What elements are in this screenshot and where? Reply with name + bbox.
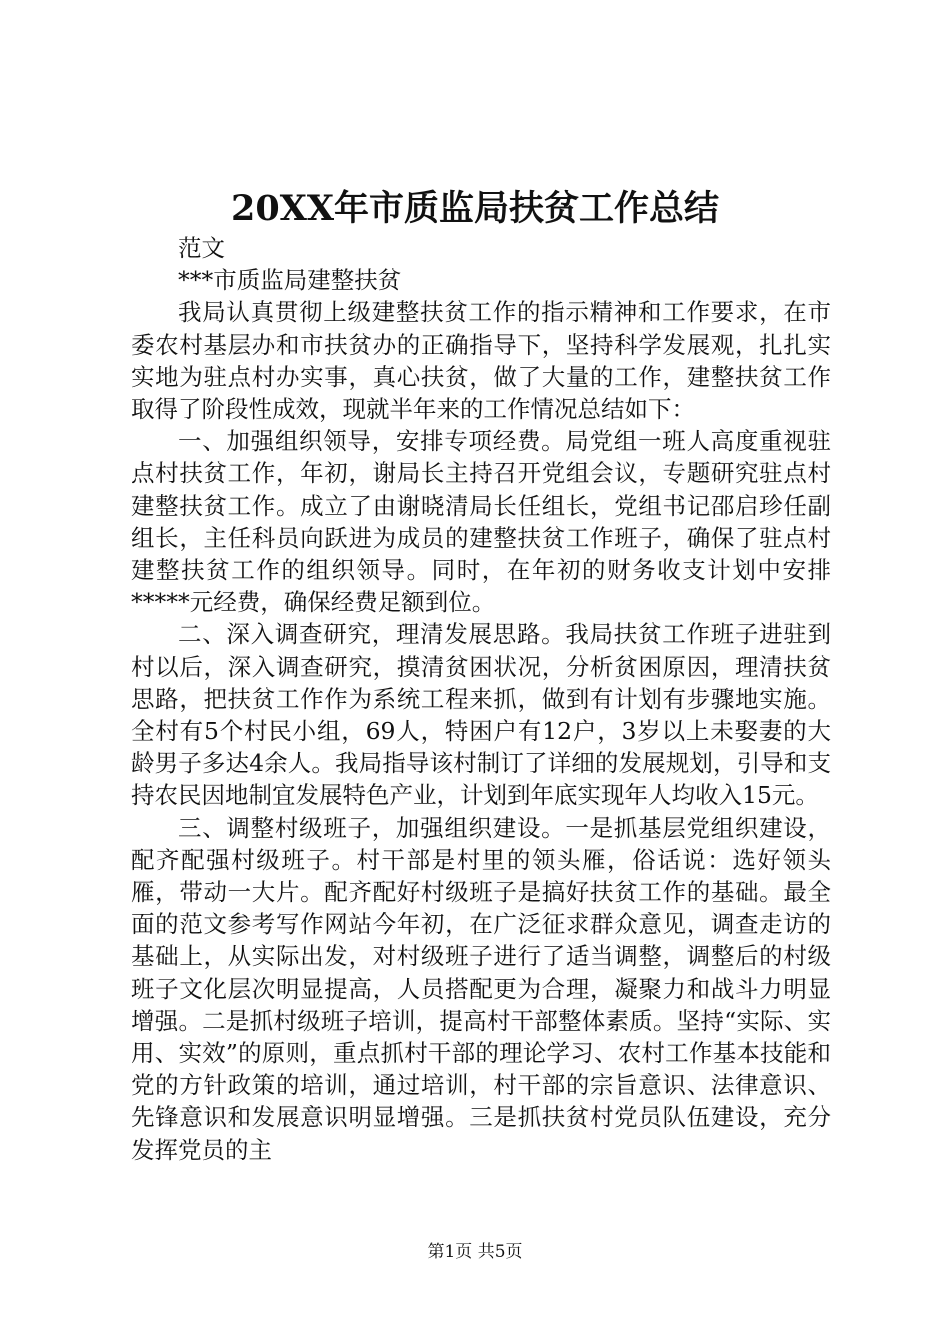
body-paragraph-category: 范文 [178,234,225,262]
document-body [131,232,831,1166]
body-paragraph-intro: 我局认真贯彻上级建整扶贫工作的指示精神和工作要求，在市委农村基层办和市扶贫办的正确指导下，坚持科学发展观，扎扎实实地为驻点村办实事，真心扶贫，做了大量的工作，建整扶贫工作取得了阶段性成效，现就半年来的工作情况总结如下： [131,298,831,424]
page-number-footer: 第1页 共5页 [427,1242,523,1262]
document-title: 20XX年市质监局扶贫工作总结 [230,188,720,229]
body-paragraph-section-2: 二、深入调查研究，理清发展思路。我局扶贫工作班子进驻到村以后，深入调查研究，摸清贫困状况，分析贫困原因，理清扶贫思路，把扶贫工作作为系统工程来抓，做到有计划有步骤地实施。全村有5个村民小组，69人，特困户有12户，3岁以上未娶妻的大龄男子多达4余人。我局指导该村制订了详细的发展规划，引导和支持农民因地制宜发展特色产业，计划到年底实现年人均收入15元。 [131,620,831,810]
body-paragraph-author: ***市质监局建整扶贫 [178,266,402,295]
body-paragraph-section-1: 一、加强组织领导，安排专项经费。局党组一班人高度重视驻点村扶贫工作，年初，谢局长主持召开党组会议，专题研究驻点村建整扶贫工作。成立了由谢晓清局长任组长，党组书记邵启珍任副组长，主任科员向跃进为成员的建整扶贫工作班子，确保了驻点村建整扶贫工作的组织领导。同时，在年初的财务收支计划中安排*****元经费，确保经费足额到位。 [131,427,831,617]
body-paragraph-section-3: 三、调整村级班子，加强组织建设。一是抓基层党组织建设，配齐配强村级班子。村干部是村里的领头雁，俗话说：选好领头雁，带动一大片。配齐配好村级班子是搞好扶贫工作的基础。最全面的范文参考写作网站今年初，在广泛征求群众意见，调查走访的基础上，从实际出发，对村级班子进行了适当调整，调整后的村级班子文化层次明显提高，人员搭配更为合理，凝聚力和战斗力明显增强。二是抓村级班子培训，提高村干部整体素质。坚持“实际、实用、实效”的原则，重点抓村干部的理论学习、农村工作基本技能和党的方针政策的培训，通过培训，村干部的宗旨意识、法律意识、先锋意识和发展意识明显增强。三是抓扶贫村党员队伍建设，充分发挥党员的主 [131,813,831,1164]
